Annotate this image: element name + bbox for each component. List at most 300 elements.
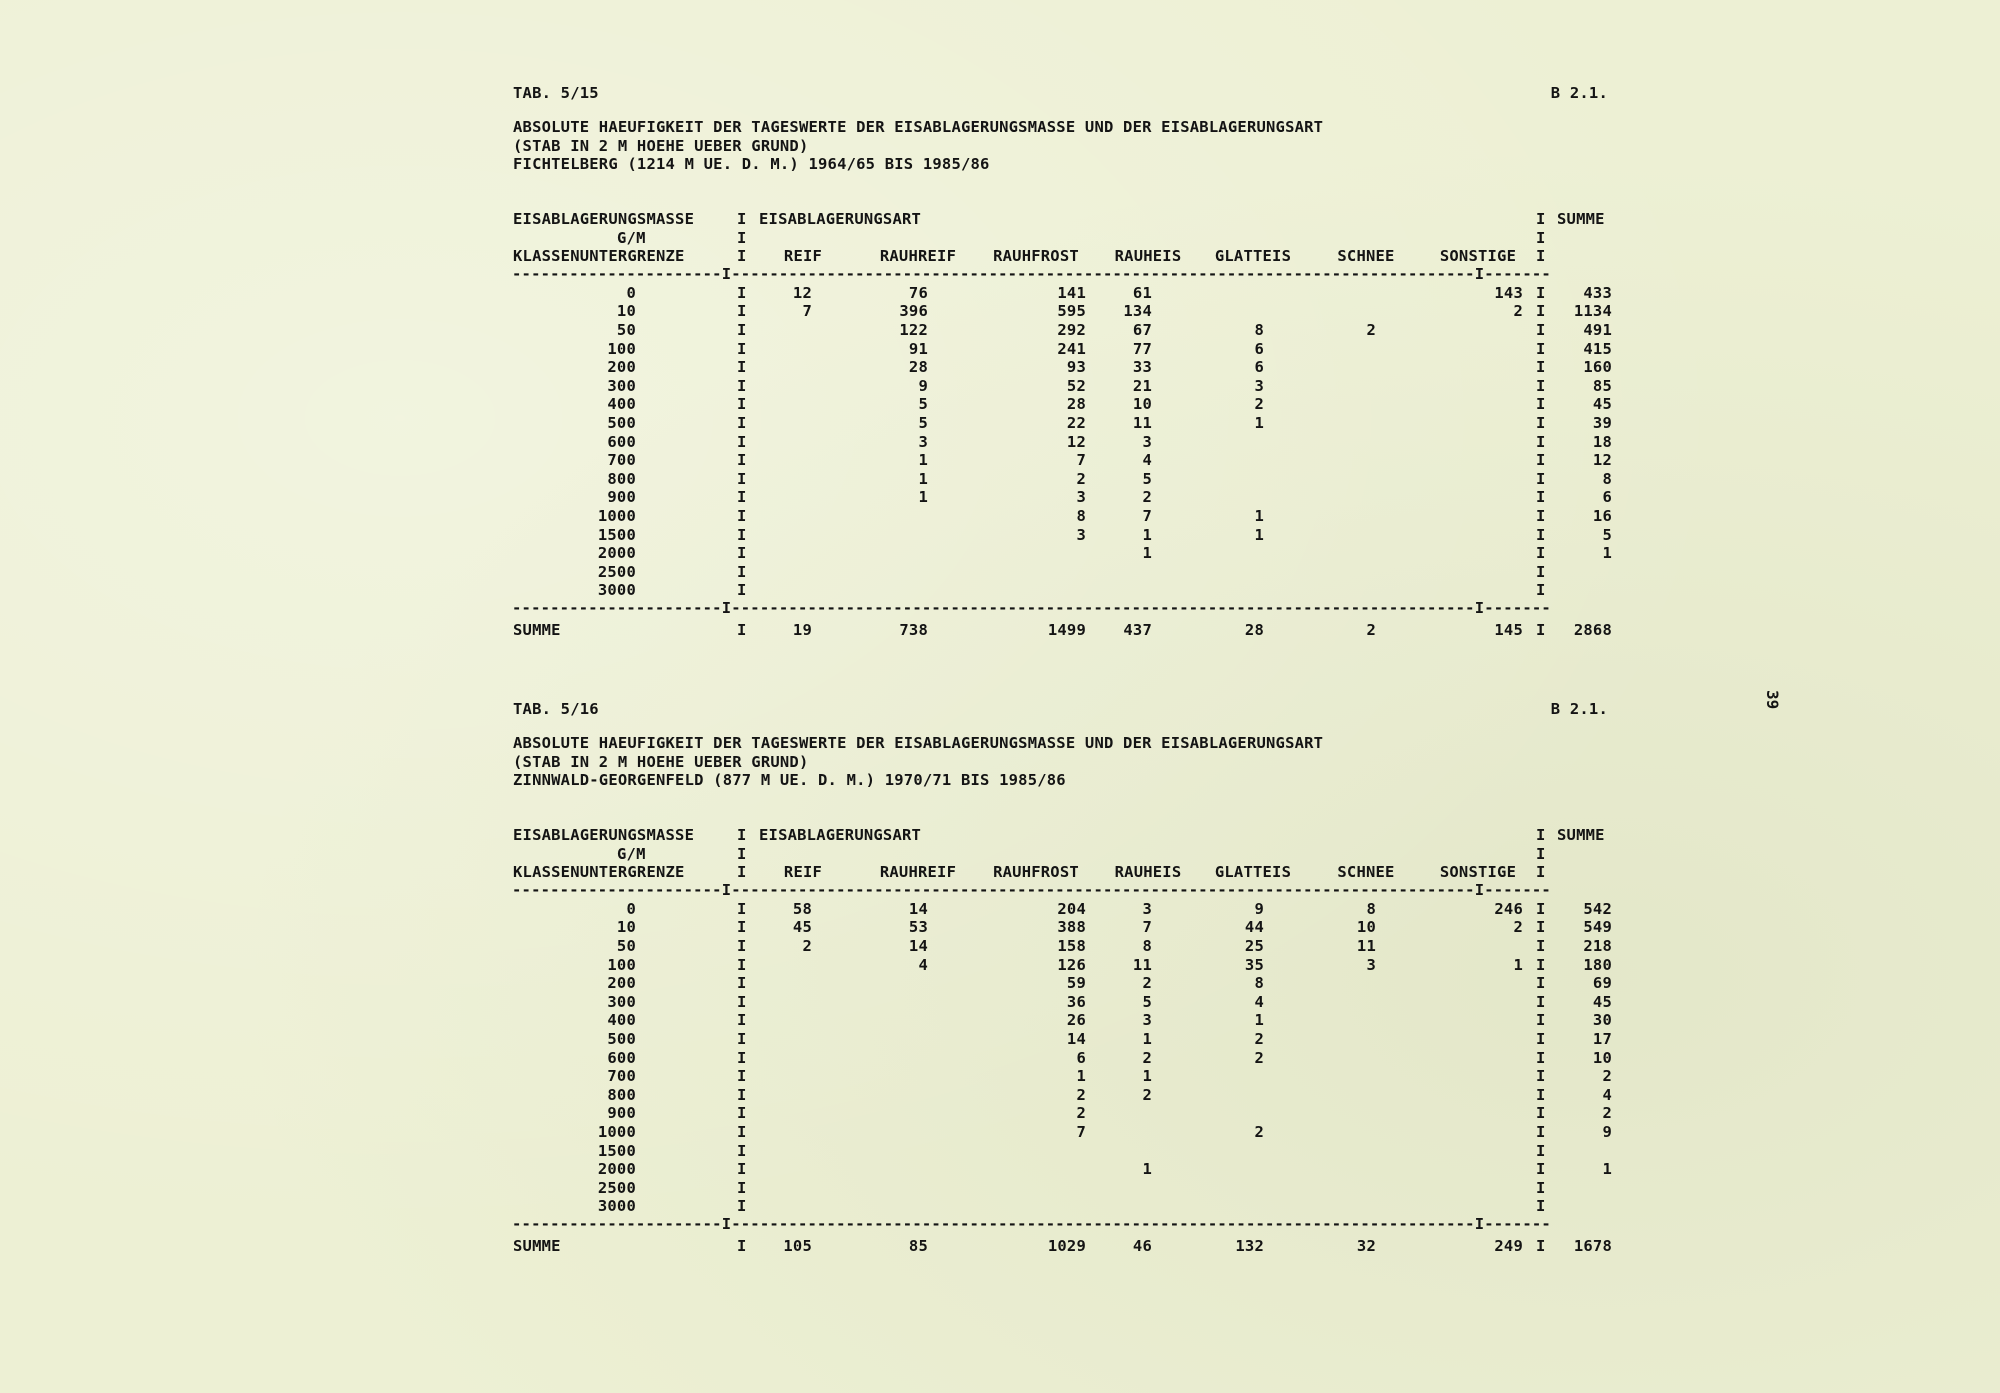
row-sum: 6 xyxy=(1602,488,1612,507)
column-bar: I xyxy=(1536,899,1546,918)
cell-value: 3 xyxy=(1366,955,1376,974)
column-bar: I xyxy=(737,451,747,470)
row-sum: 1 xyxy=(1602,544,1612,563)
cell-value: 2 xyxy=(1076,469,1086,488)
header-mass-label: EISABLAGERUNGSMASSE xyxy=(513,826,695,844)
row-class: 1000 xyxy=(597,507,636,525)
cell-value: 10 xyxy=(1132,395,1152,414)
row-class: 600 xyxy=(607,1048,636,1067)
row-sum: 542 xyxy=(1583,899,1612,918)
cell-value: 1 xyxy=(918,488,928,507)
cell-value: 1 xyxy=(1076,1067,1086,1086)
row-sum: 1 xyxy=(1602,1160,1612,1179)
cell-value: 8 xyxy=(1254,974,1264,993)
column-bar: I xyxy=(1536,1011,1546,1030)
row-class: 100 xyxy=(607,955,636,974)
cell-value: 7 xyxy=(1076,1123,1086,1141)
cell-value: 5 xyxy=(918,395,928,414)
cell-value: 91 xyxy=(908,339,928,358)
cell-value: 26 xyxy=(1066,1011,1086,1030)
row-sum: 433 xyxy=(1583,283,1612,302)
column-bar: I xyxy=(1536,1067,1546,1086)
column-bar: I xyxy=(737,507,747,525)
cell-value: 2 xyxy=(1513,918,1523,937)
cell-value: 77 xyxy=(1132,339,1152,358)
row-class: 2500 xyxy=(597,1178,636,1197)
column-bar: I xyxy=(1536,1104,1546,1123)
row-sum: 39 xyxy=(1592,414,1612,432)
cell-value: 2 xyxy=(802,937,812,955)
column-bar: I xyxy=(1536,562,1546,581)
cell-value: 2 xyxy=(1254,1030,1264,1048)
row-sum: 160 xyxy=(1583,358,1612,377)
column-header-schnee: SCHNEE xyxy=(1337,863,1395,882)
cell-value: 6 xyxy=(1254,358,1264,377)
cell-value: 158 xyxy=(1057,937,1086,955)
cell-value: 595 xyxy=(1057,302,1086,321)
column-bar: I xyxy=(1536,955,1546,974)
cell-value: 35 xyxy=(1244,955,1264,974)
row-sum: 18 xyxy=(1592,432,1612,451)
cell-value: 25 xyxy=(1244,937,1264,955)
column-bar: I xyxy=(1536,247,1546,266)
row-sum: 218 xyxy=(1583,937,1612,955)
cell-value: 14 xyxy=(908,937,928,955)
total-value: 249 xyxy=(1494,1236,1523,1255)
header-sum-label: SUMME xyxy=(1557,210,1605,228)
column-bar: I xyxy=(737,992,747,1011)
total-value: 105 xyxy=(783,1236,812,1255)
row-class: 50 xyxy=(616,937,636,955)
cell-value: 14 xyxy=(1066,1030,1086,1048)
cell-value: 52 xyxy=(1066,376,1086,395)
cell-value: 9 xyxy=(918,376,928,395)
column-bar: I xyxy=(737,1048,747,1067)
column-header-glatteis: GLATTEIS xyxy=(1214,863,1292,882)
total-value: 145 xyxy=(1494,620,1523,639)
row-sum: 45 xyxy=(1592,992,1612,1011)
cell-value: 5 xyxy=(1142,992,1152,1011)
column-bar: I xyxy=(1536,1030,1546,1048)
column-bar: I xyxy=(1536,1236,1546,1255)
column-header-rauheis: RAUHEIS xyxy=(1114,863,1182,882)
column-bar: I xyxy=(737,469,747,488)
column-bar: I xyxy=(737,1085,747,1104)
title-line: ZINNWALD-GEORGENFELD (877 M UE. D. M.) 1970/71 BIS 1985/86 xyxy=(513,771,1066,790)
row-class: 1500 xyxy=(597,1141,636,1160)
column-header-sonstige: SONSTIGE xyxy=(1439,863,1517,882)
column-bar: I xyxy=(737,1030,747,1048)
column-bar: I xyxy=(737,488,747,507)
column-bar: I xyxy=(1536,339,1546,358)
cell-value: 2 xyxy=(1254,395,1264,414)
row-class: 500 xyxy=(607,1030,636,1048)
column-bar: I xyxy=(737,1141,747,1160)
column-bar: I xyxy=(1536,1085,1546,1104)
cell-value: 8 xyxy=(1366,899,1376,918)
cell-value: 292 xyxy=(1057,321,1086,339)
row-class: 200 xyxy=(607,358,636,377)
page-number: 39 xyxy=(1763,690,1782,710)
header-unit-label: G/M xyxy=(617,844,646,863)
cell-value: 7 xyxy=(1142,918,1152,937)
column-header-schnee: SCHNEE xyxy=(1337,247,1395,266)
column-bar: I xyxy=(737,358,747,377)
row-sum: 180 xyxy=(1583,955,1612,974)
cell-value: 1 xyxy=(1142,544,1152,563)
row-sum: 1134 xyxy=(1573,302,1612,321)
cell-value: 2 xyxy=(1142,488,1152,507)
cell-value: 1 xyxy=(1142,1160,1152,1179)
row-sum: 9 xyxy=(1602,1123,1612,1141)
cell-value: 8 xyxy=(1142,937,1152,955)
row-class: 300 xyxy=(607,992,636,1011)
column-bar: I xyxy=(1536,826,1546,844)
cell-value: 93 xyxy=(1066,358,1086,377)
row-class: 200 xyxy=(607,974,636,993)
column-header-rauhfrost: RAUHFROST xyxy=(993,247,1079,266)
column-header-rauhreif: RAUHREIF xyxy=(879,863,957,882)
cell-value: 2 xyxy=(1142,1048,1152,1067)
title-line: (STAB IN 2 M HOEHE UEBER GRUND) xyxy=(513,136,809,155)
column-bar: I xyxy=(1536,1197,1546,1216)
row-class: 300 xyxy=(607,376,636,395)
column-bar: I xyxy=(1536,1048,1546,1067)
column-bar: I xyxy=(737,918,747,937)
row-sum: 45 xyxy=(1592,395,1612,414)
cell-value: 134 xyxy=(1123,302,1152,321)
cell-value: 36 xyxy=(1066,992,1086,1011)
row-sum: 491 xyxy=(1583,321,1612,339)
row-class: 500 xyxy=(607,414,636,432)
row-sum: 17 xyxy=(1592,1030,1612,1048)
cell-value: 14 xyxy=(908,899,928,918)
cell-value: 7 xyxy=(802,302,812,321)
row-class: 800 xyxy=(607,1085,636,1104)
table-label: TAB. 5/15 xyxy=(513,84,599,102)
cell-value: 61 xyxy=(1132,283,1152,302)
total-label: SUMME xyxy=(513,1236,561,1255)
cell-value: 8 xyxy=(1254,321,1264,339)
column-bar: I xyxy=(1536,414,1546,432)
total-label: SUMME xyxy=(513,620,561,639)
cell-value: 11 xyxy=(1132,955,1152,974)
row-sum: 30 xyxy=(1592,1011,1612,1030)
cell-value: 2 xyxy=(1366,321,1376,339)
cell-value: 76 xyxy=(908,283,928,302)
column-bar: I xyxy=(737,321,747,339)
cell-value: 28 xyxy=(908,358,928,377)
row-class: 100 xyxy=(607,339,636,358)
column-bar: I xyxy=(1536,863,1546,882)
cell-value: 1 xyxy=(1254,1011,1264,1030)
cell-value: 44 xyxy=(1244,918,1264,937)
separator-line: ----------------------I------------------------------------------------------------------------------I------- xyxy=(512,599,1551,617)
column-bar: I xyxy=(737,283,747,302)
cell-value: 12 xyxy=(1066,432,1086,451)
row-class: 2000 xyxy=(597,1160,636,1179)
column-bar: I xyxy=(737,395,747,414)
grand-total: 1678 xyxy=(1573,1236,1612,1255)
row-class: 400 xyxy=(607,395,636,414)
cell-value: 4 xyxy=(1142,451,1152,470)
cell-value: 2 xyxy=(1142,974,1152,993)
cell-value: 10 xyxy=(1356,918,1376,937)
cell-value: 59 xyxy=(1066,974,1086,993)
cell-value: 11 xyxy=(1356,937,1376,955)
column-bar: I xyxy=(1536,302,1546,321)
column-bar: I xyxy=(737,899,747,918)
column-bar: I xyxy=(1536,992,1546,1011)
column-bar: I xyxy=(1536,1160,1546,1179)
row-class: 0 xyxy=(626,283,636,302)
header-class-label: KLASSENUNTERGRENZE xyxy=(513,863,685,882)
cell-value: 2 xyxy=(1142,1085,1152,1104)
cell-value: 21 xyxy=(1132,376,1152,395)
cell-value: 204 xyxy=(1057,899,1086,918)
row-sum: 85 xyxy=(1592,376,1612,395)
column-bar: I xyxy=(1536,581,1546,600)
column-bar: I xyxy=(1536,210,1546,228)
column-bar: I xyxy=(1536,432,1546,451)
row-class: 400 xyxy=(607,1011,636,1030)
section-code: B 2.1. xyxy=(1550,700,1608,718)
column-bar: I xyxy=(1536,1141,1546,1160)
cell-value: 3 xyxy=(1254,376,1264,395)
column-bar: I xyxy=(1536,620,1546,639)
row-class: 3000 xyxy=(597,1197,636,1216)
row-class: 600 xyxy=(607,432,636,451)
separator-line: ----------------------I------------------------------------------------------------------------------I------- xyxy=(512,880,1551,899)
column-bar: I xyxy=(1536,451,1546,470)
column-bar: I xyxy=(737,544,747,563)
column-bar: I xyxy=(737,1011,747,1030)
column-bar: I xyxy=(737,620,747,639)
header-unit-label: G/M xyxy=(617,228,646,247)
total-value: 46 xyxy=(1132,1236,1152,1255)
total-value: 32 xyxy=(1356,1236,1376,1255)
cell-value: 1 xyxy=(1142,1067,1152,1086)
row-class: 50 xyxy=(616,321,636,339)
title-line: (STAB IN 2 M HOEHE UEBER GRUND) xyxy=(513,752,809,771)
column-bar: I xyxy=(737,937,747,955)
column-bar: I xyxy=(737,376,747,395)
title-line: ABSOLUTE HAEUFIGKEIT DER TAGESWERTE DER EISABLAGERUNGSMASSE UND DER EISABLAGERUNGSART xyxy=(513,734,1324,752)
column-bar: I xyxy=(737,826,747,844)
cell-value: 143 xyxy=(1494,283,1523,302)
grand-total: 2868 xyxy=(1573,620,1612,639)
column-bar: I xyxy=(737,525,747,544)
column-bar: I xyxy=(1536,228,1546,247)
column-bar: I xyxy=(1536,283,1546,302)
title-line: FICHTELBERG (1214 M UE. D. M.) 1964/65 BIS 1985/86 xyxy=(513,155,990,174)
row-class: 0 xyxy=(626,899,636,918)
header-type-group: EISABLAGERUNGSART xyxy=(759,210,922,228)
cell-value: 53 xyxy=(908,918,928,937)
total-value: 2 xyxy=(1366,620,1376,639)
total-value: 1029 xyxy=(1047,1236,1086,1255)
separator-line: ----------------------I------------------------------------------------------------------------------I------- xyxy=(512,264,1551,283)
column-bar: I xyxy=(1536,1123,1546,1141)
header-type-group: EISABLAGERUNGSART xyxy=(759,826,922,844)
total-value: 85 xyxy=(908,1236,928,1255)
column-header-rauheis: RAUHEIS xyxy=(1114,247,1182,266)
column-header-rauhfrost: RAUHFROST xyxy=(993,863,1079,882)
row-sum: 2 xyxy=(1602,1067,1612,1086)
cell-value: 6 xyxy=(1254,339,1264,358)
column-bar: I xyxy=(737,302,747,321)
cell-value: 2 xyxy=(1076,1085,1086,1104)
section-code: B 2.1. xyxy=(1550,84,1608,102)
cell-value: 8 xyxy=(1076,507,1086,525)
column-bar: I xyxy=(1536,469,1546,488)
cell-value: 126 xyxy=(1057,955,1086,974)
column-bar: I xyxy=(737,210,747,228)
cell-value: 1 xyxy=(1142,525,1152,544)
row-sum: 12 xyxy=(1592,451,1612,470)
cell-value: 122 xyxy=(899,321,928,339)
cell-value: 3 xyxy=(1142,432,1152,451)
column-bar: I xyxy=(1536,376,1546,395)
column-bar: I xyxy=(737,562,747,581)
cell-value: 45 xyxy=(792,918,812,937)
column-header-glatteis: GLATTEIS xyxy=(1214,247,1292,266)
header-class-label: KLASSENUNTERGRENZE xyxy=(513,247,685,266)
column-header-sonstige: SONSTIGE xyxy=(1439,247,1517,266)
cell-value: 67 xyxy=(1132,321,1152,339)
column-bar: I xyxy=(1536,974,1546,993)
row-sum: 4 xyxy=(1602,1085,1612,1104)
column-bar: I xyxy=(1536,507,1546,525)
header-mass-label: EISABLAGERUNGSMASSE xyxy=(513,210,695,228)
column-bar: I xyxy=(1536,844,1546,863)
cell-value: 1 xyxy=(1254,507,1264,525)
cell-value: 22 xyxy=(1066,414,1086,432)
row-class: 700 xyxy=(607,1067,636,1086)
cell-value: 7 xyxy=(1142,507,1152,525)
column-header-rauhreif: RAUHREIF xyxy=(879,247,957,266)
cell-value: 11 xyxy=(1132,414,1152,432)
row-sum: 8 xyxy=(1602,469,1612,488)
row-class: 1500 xyxy=(597,525,636,544)
row-sum: 5 xyxy=(1602,525,1612,544)
column-bar: I xyxy=(737,247,747,266)
column-bar: I xyxy=(737,974,747,993)
row-class: 10 xyxy=(616,302,636,321)
row-class: 2500 xyxy=(597,562,636,581)
column-bar: I xyxy=(1536,488,1546,507)
column-bar: I xyxy=(1536,358,1546,377)
cell-value: 396 xyxy=(899,302,928,321)
cell-value: 4 xyxy=(1254,992,1264,1011)
column-bar: I xyxy=(1536,321,1546,339)
cell-value: 1 xyxy=(1513,955,1523,974)
cell-value: 246 xyxy=(1494,899,1523,918)
cell-value: 6 xyxy=(1076,1048,1086,1067)
cell-value: 1 xyxy=(918,469,928,488)
column-bar: I xyxy=(737,581,747,600)
cell-value: 4 xyxy=(918,955,928,974)
column-bar: I xyxy=(1536,544,1546,563)
column-header-reif: REIF xyxy=(783,863,823,882)
column-bar: I xyxy=(737,844,747,863)
row-sum: 2 xyxy=(1602,1104,1612,1123)
column-bar: I xyxy=(737,339,747,358)
column-bar: I xyxy=(737,1160,747,1179)
cell-value: 241 xyxy=(1057,339,1086,358)
cell-value: 3 xyxy=(1076,525,1086,544)
column-bar: I xyxy=(1536,937,1546,955)
cell-value: 3 xyxy=(1142,1011,1152,1030)
column-bar: I xyxy=(737,1236,747,1255)
row-class: 700 xyxy=(607,451,636,470)
cell-value: 1 xyxy=(1142,1030,1152,1048)
row-class: 800 xyxy=(607,469,636,488)
cell-value: 12 xyxy=(792,283,812,302)
cell-value: 7 xyxy=(1076,451,1086,470)
cell-value: 2 xyxy=(1254,1048,1264,1067)
cell-value: 3 xyxy=(918,432,928,451)
row-sum: 549 xyxy=(1583,918,1612,937)
cell-value: 5 xyxy=(918,414,928,432)
cell-value: 3 xyxy=(1076,488,1086,507)
cell-value: 1 xyxy=(1254,414,1264,432)
row-class: 1000 xyxy=(597,1123,636,1141)
column-bar: I xyxy=(737,955,747,974)
column-bar: I xyxy=(737,1178,747,1197)
row-sum: 69 xyxy=(1592,974,1612,993)
cell-value: 141 xyxy=(1057,283,1086,302)
cell-value: 388 xyxy=(1057,918,1086,937)
total-value: 437 xyxy=(1123,620,1152,639)
cell-value: 33 xyxy=(1132,358,1152,377)
column-bar: I xyxy=(737,1123,747,1141)
column-bar: I xyxy=(1536,1178,1546,1197)
cell-value: 2 xyxy=(1254,1123,1264,1141)
table-label: TAB. 5/16 xyxy=(513,700,599,718)
cell-value: 3 xyxy=(1142,899,1152,918)
column-header-reif: REIF xyxy=(783,247,823,266)
column-bar: I xyxy=(1536,395,1546,414)
row-sum: 415 xyxy=(1583,339,1612,358)
cell-value: 9 xyxy=(1254,899,1264,918)
column-bar: I xyxy=(737,432,747,451)
separator-line: ----------------------I------------------------------------------------------------------------------I------- xyxy=(512,1215,1551,1233)
total-value: 1499 xyxy=(1047,620,1086,639)
column-bar: I xyxy=(1536,525,1546,544)
cell-value: 2 xyxy=(1513,302,1523,321)
row-sum: 10 xyxy=(1592,1048,1612,1067)
cell-value: 5 xyxy=(1142,469,1152,488)
row-class: 900 xyxy=(607,1104,636,1123)
total-value: 19 xyxy=(792,620,812,639)
column-bar: I xyxy=(737,414,747,432)
row-sum: 16 xyxy=(1592,507,1612,525)
row-class: 2000 xyxy=(597,544,636,563)
total-value: 738 xyxy=(899,620,928,639)
cell-value: 2 xyxy=(1076,1104,1086,1123)
row-class: 10 xyxy=(616,918,636,937)
total-value: 132 xyxy=(1235,1236,1264,1255)
column-bar: I xyxy=(737,1067,747,1086)
cell-value: 58 xyxy=(792,899,812,918)
title-line: ABSOLUTE HAEUFIGKEIT DER TAGESWERTE DER EISABLAGERUNGSMASSE UND DER EISABLAGERUNGSART xyxy=(513,118,1324,136)
column-bar: I xyxy=(737,863,747,882)
header-sum-label: SUMME xyxy=(1557,826,1605,844)
row-class: 900 xyxy=(607,488,636,507)
cell-value: 28 xyxy=(1066,395,1086,414)
column-bar: I xyxy=(737,228,747,247)
